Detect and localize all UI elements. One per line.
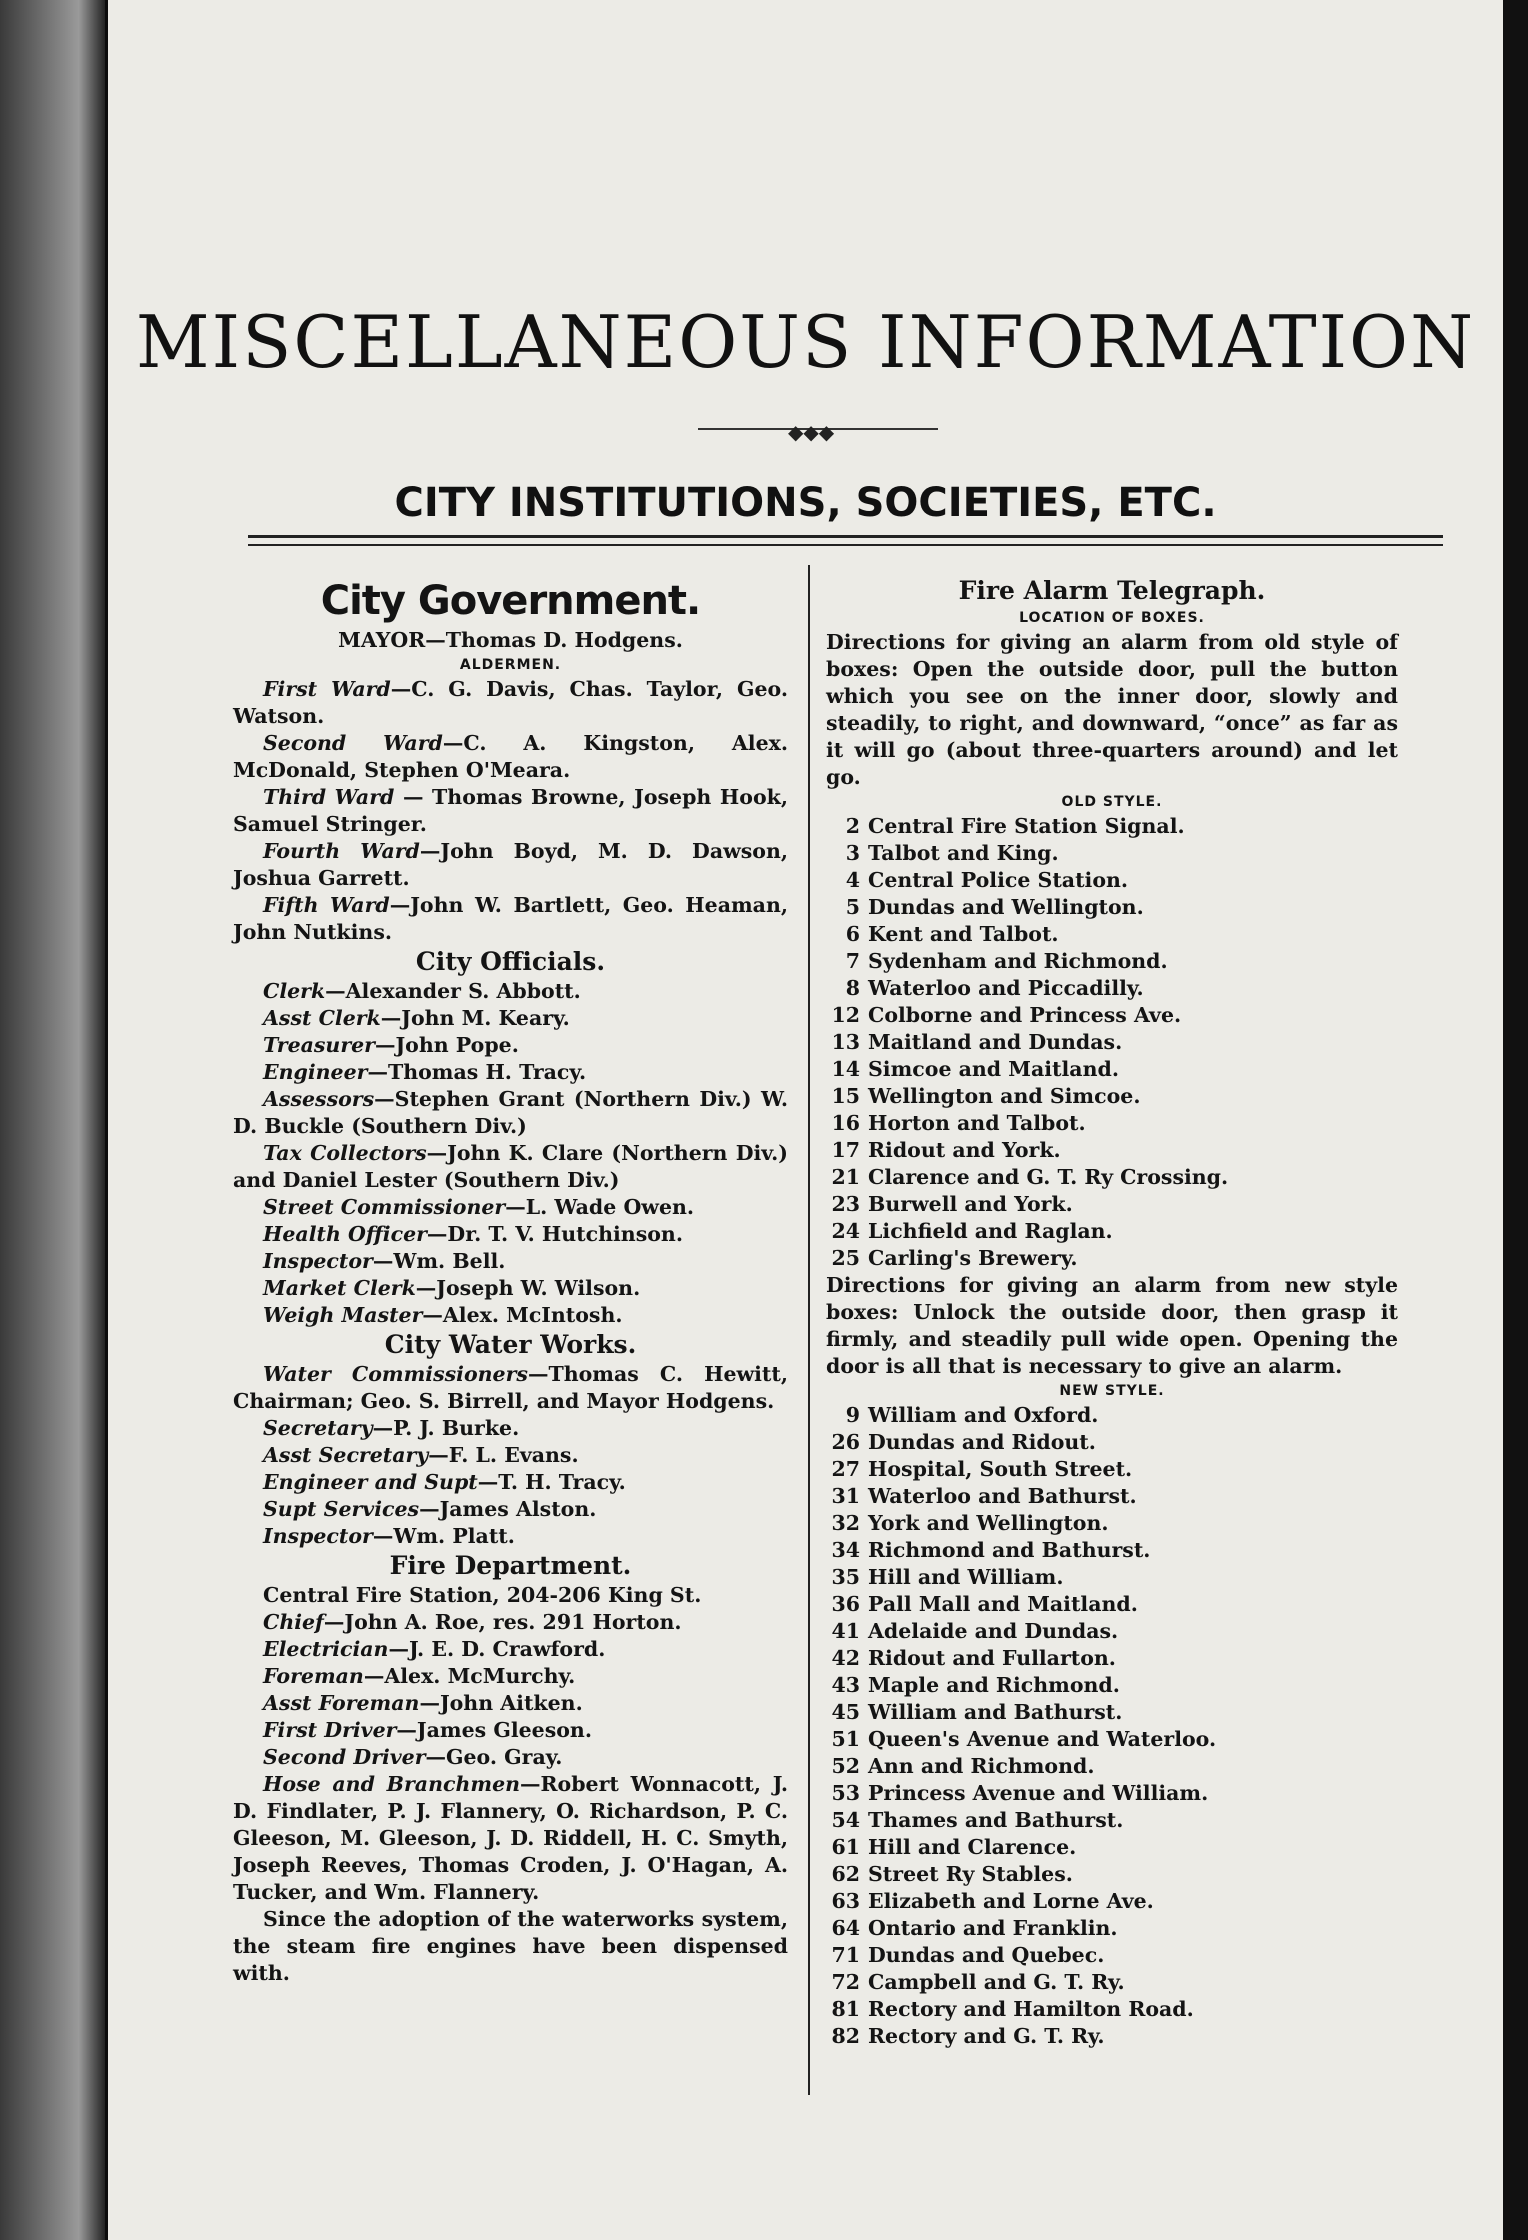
ward-list [233, 676, 788, 946]
ward-label: Fifth Ward [263, 893, 390, 917]
fire-dept-name: —Geo. Gray. [425, 1745, 563, 1769]
official-entry [233, 1140, 788, 1194]
water-works-entry [233, 1415, 788, 1442]
fire-dept-entry [233, 1609, 788, 1636]
alarm-box-location: Ridout and York. [868, 1138, 1061, 1162]
alarm-box-entry [826, 921, 1398, 948]
water-works-entry [233, 1496, 788, 1523]
aldermen-heading: ALDERMEN. [459, 657, 562, 673]
alarm-box-entry [826, 1083, 1398, 1110]
official-title: Clerk [263, 979, 326, 1003]
alarm-box-number: 72 [831, 1970, 860, 1994]
official-title: Engineer [263, 1060, 368, 1084]
alarm-box-entry [826, 1618, 1398, 1645]
official-title: Weigh Master [263, 1303, 423, 1327]
fire-dept-name: —Alex. McMurchy. [363, 1664, 576, 1688]
alarm-box-location: Ann and Richmond. [868, 1754, 1095, 1778]
ward-label: Second Ward [263, 731, 443, 755]
water-works-name: —P. J. Burke. [372, 1416, 520, 1440]
alarm-box-entry [826, 1483, 1398, 1510]
ward-members: —C. A. Kingston, Alex. McDonald, Stephen O'Meara. [233, 731, 788, 782]
left-column [233, 575, 788, 1987]
water-works-title: Water Commissioners [263, 1362, 528, 1386]
water-works-entry [233, 1523, 788, 1550]
alarm-box-entry [826, 975, 1398, 1002]
water-works-title: Asst Secretary [263, 1443, 429, 1467]
alarm-box-location: Sydenham and Richmond. [868, 949, 1168, 973]
official-title: Tax Collectors [263, 1141, 427, 1165]
old-style-directions: Directions for giving an alarm from old style of boxes: Open the outside door, pull the button which you see on the inner door, slowly and steadily, to right, and downward, “once” as far as it will go (about three-quarters around) and let go. [826, 630, 1398, 789]
alarm-box-number: 9 [845, 1403, 860, 1427]
alarm-box-number: 24 [831, 1219, 860, 1243]
scan-left-margin [0, 0, 105, 2240]
alarm-box-location: Waterloo and Bathurst. [868, 1484, 1137, 1508]
alarm-box-number: 23 [831, 1192, 860, 1216]
ward-entry [233, 676, 788, 730]
alarm-box-number: 27 [831, 1457, 860, 1481]
official-entry [233, 1059, 788, 1086]
fire-dept-entry [233, 1663, 788, 1690]
alarm-box-location: Simcoe and Maitland. [868, 1057, 1119, 1081]
alarm-box-location: Central Police Station. [868, 868, 1129, 892]
official-title: Market Clerk [263, 1276, 416, 1300]
official-name: —John K. Clare (Northern Div.) and Daniel Lester (Southern Div.) [233, 1141, 788, 1192]
fire-dept-title: Second Driver [263, 1745, 426, 1769]
water-works-list [233, 1361, 788, 1550]
alarm-box-number: 2 [845, 814, 860, 838]
alarm-box-location: Queen's Avenue and Waterloo. [868, 1727, 1217, 1751]
fire-dept-entry [233, 1636, 788, 1663]
alarm-box-number: 64 [831, 1916, 860, 1940]
alarm-box-number: 25 [831, 1246, 860, 1270]
old-style-heading: OLD STYLE. [1061, 794, 1163, 810]
alarm-box-location: William and Bathurst. [868, 1700, 1123, 1724]
scan-right-margin [1503, 0, 1528, 2240]
alarm-box-location: Maple and Richmond. [868, 1673, 1120, 1697]
alarm-box-location: Dundas and Ridout. [868, 1430, 1096, 1454]
alarm-box-entry [826, 1056, 1398, 1083]
fire-dept-name: —J. E. D. Crawford. [388, 1637, 606, 1661]
fire-dept-name: —James Gleeson. [396, 1718, 592, 1742]
alarm-box-entry [826, 1942, 1398, 1969]
fire-dept-entry [233, 1690, 788, 1717]
alarm-box-entry [826, 1564, 1398, 1591]
alarm-box-location: Lichfield and Raglan. [868, 1219, 1113, 1243]
ward-entry [233, 784, 788, 838]
fire-dept-title: Hose and Branchmen [263, 1772, 521, 1796]
alarm-box-entry [826, 1191, 1398, 1218]
steam-engines-note: Since the adoption of the waterworks system, the steam fire engines have been dispensed with. [233, 1907, 788, 1985]
alarm-box-location: Campbell and G. T. Ry. [868, 1970, 1125, 1994]
section-heading-city-officials: City Officials. [415, 947, 606, 976]
fire-dept-title: Chief [263, 1610, 324, 1634]
fire-station-address: Central Fire Station, 204-206 King St. [263, 1583, 702, 1607]
official-entry [233, 1086, 788, 1140]
fire-dept-title: Electrician [263, 1637, 389, 1661]
alarm-box-number: 13 [831, 1030, 860, 1054]
alarm-box-number: 7 [845, 949, 860, 973]
alarm-box-number: 4 [845, 868, 860, 892]
fire-dept-entry [233, 1771, 788, 1906]
alarm-box-number: 36 [831, 1592, 860, 1616]
alarm-box-entry [826, 1888, 1398, 1915]
new-style-box-list [826, 1402, 1398, 2050]
water-works-title: Supt Services [263, 1497, 420, 1521]
alarm-box-location: Richmond and Bathurst. [868, 1538, 1151, 1562]
alarm-box-entry [826, 1807, 1398, 1834]
alarm-box-location: Rectory and G. T. Ry. [868, 2024, 1105, 2048]
alarm-box-location: Dundas and Quebec. [868, 1943, 1105, 1967]
ward-label: Third Ward [263, 785, 395, 809]
fire-dept-title: Foreman [263, 1664, 364, 1688]
ward-entry [233, 838, 788, 892]
alarm-box-number: 53 [831, 1781, 860, 1805]
water-works-title: Engineer and Supt [263, 1470, 478, 1494]
alarm-box-entry [826, 1537, 1398, 1564]
alarm-box-entry [826, 1110, 1398, 1137]
water-works-name: —T. H. Tracy. [477, 1470, 626, 1494]
alarm-box-entry [826, 813, 1398, 840]
alarm-box-entry [826, 1780, 1398, 1807]
water-works-entry [233, 1361, 788, 1415]
official-name: —Wm. Bell. [372, 1249, 506, 1273]
ward-members: —John Boyd, M. D. Dawson, Joshua Garrett. [233, 839, 789, 890]
document-page [108, 0, 1503, 2240]
official-title: Street Commissioner [263, 1195, 506, 1219]
official-title: Treasurer [263, 1033, 375, 1057]
fire-dept-name: —John A. Roe, res. 291 Horton. [323, 1610, 682, 1634]
alarm-box-location: Street Ry Stables. [868, 1862, 1073, 1886]
fire-dept-entry [233, 1717, 788, 1744]
alarm-box-entry [826, 1672, 1398, 1699]
official-name: —Dr. T. V. Hutchinson. [426, 1222, 683, 1246]
alarm-box-number: 52 [831, 1754, 860, 1778]
alarm-box-number: 21 [831, 1165, 860, 1189]
official-name: —Stephen Grant (Northern Div.) W. D. Buckle (Southern Div.) [233, 1087, 788, 1138]
alarm-box-entry [826, 948, 1398, 975]
water-works-name: —F. L. Evans. [428, 1443, 579, 1467]
alarm-box-number: 42 [831, 1646, 860, 1670]
official-name: —Joseph W. Wilson. [415, 1276, 641, 1300]
alarm-box-number: 3 [845, 841, 860, 865]
fire-dept-entry [233, 1744, 788, 1771]
section-heading-city-government: City Government. [320, 578, 701, 624]
alarm-box-entry [826, 840, 1398, 867]
water-works-entry [233, 1442, 788, 1469]
location-of-boxes-heading: LOCATION OF BOXES. [1019, 610, 1205, 626]
new-style-heading: NEW STYLE. [1059, 1383, 1165, 1399]
alarm-box-number: 54 [831, 1808, 860, 1832]
water-works-name: —Wm. Platt. [372, 1524, 515, 1548]
alarm-box-number: 15 [831, 1084, 860, 1108]
alarm-box-number: 45 [831, 1700, 860, 1724]
official-name: —Alex. McIntosh. [422, 1303, 623, 1327]
official-name: —John M. Keary. [380, 1006, 570, 1030]
alarm-box-entry [826, 1834, 1398, 1861]
fire-dept-title: Asst Foreman [263, 1691, 420, 1715]
old-style-box-list [826, 813, 1398, 1272]
officials-list [233, 978, 788, 1329]
right-column [826, 575, 1398, 2050]
official-title: Asst Clerk [263, 1006, 381, 1030]
fire-department-list [233, 1609, 788, 1906]
alarm-box-location: Waterloo and Piccadilly. [868, 976, 1144, 1000]
alarm-box-number: 17 [831, 1138, 860, 1162]
alarm-box-location: Rectory and Hamilton Road. [868, 1997, 1194, 2021]
alarm-box-location: Colborne and Princess Ave. [868, 1003, 1182, 1027]
ward-members: —John W. Bartlett, Geo. Heaman, John Nutkins. [233, 893, 788, 944]
alarm-box-number: 16 [831, 1111, 860, 1135]
alarm-box-location: Carling's Brewery. [868, 1246, 1078, 1270]
alarm-box-location: Talbot and King. [868, 841, 1059, 865]
alarm-box-number: 31 [831, 1484, 860, 1508]
official-name: —L. Wade Owen. [505, 1195, 695, 1219]
column-divider [808, 565, 810, 2095]
official-name: —Thomas H. Tracy. [367, 1060, 587, 1084]
fire-dept-title: First Driver [263, 1718, 397, 1742]
alarm-box-number: 12 [831, 1003, 860, 1027]
alarm-box-location: Maitland and Dundas. [868, 1030, 1123, 1054]
ward-entry [233, 892, 788, 946]
page-title: MISCELLANEOUS INFORMATION [135, 300, 1476, 384]
alarm-box-location: Central Fire Station Signal. [868, 814, 1185, 838]
alarm-box-number: 26 [831, 1430, 860, 1454]
official-title: Health Officer [263, 1222, 427, 1246]
alarm-box-location: Hospital, South Street. [868, 1457, 1133, 1481]
alarm-box-entry [826, 1915, 1398, 1942]
ward-members: —C. G. Davis, Chas. Taylor, Geo. Watson. [233, 677, 788, 728]
alarm-box-entry [826, 1726, 1398, 1753]
official-entry [233, 1221, 788, 1248]
alarm-box-location: Wellington and Simcoe. [868, 1084, 1141, 1108]
alarm-box-entry [826, 1996, 1398, 2023]
alarm-box-entry [826, 1591, 1398, 1618]
section-heading-water-works: City Water Works. [384, 1330, 637, 1359]
official-entry [233, 978, 788, 1005]
alarm-box-entry [826, 1861, 1398, 1888]
alarm-box-location: Ontario and Franklin. [868, 1916, 1118, 1940]
alarm-box-number: 62 [831, 1862, 860, 1886]
alarm-box-number: 5 [845, 895, 860, 919]
official-name: —John Pope. [374, 1033, 519, 1057]
alarm-box-number: 6 [845, 922, 860, 946]
new-style-directions: Directions for giving an alarm from new style boxes: Unlock the outside door, then grasp it firmly, and steadily pull wide open. Opening the door is all that is necessary to give an alarm. [826, 1273, 1398, 1378]
alarm-box-location: Elizabeth and Lorne Ave. [868, 1889, 1154, 1913]
alarm-box-number: 63 [831, 1889, 860, 1913]
alarm-box-location: Hill and Clarence. [868, 1835, 1077, 1859]
official-entry [233, 1248, 788, 1275]
alarm-box-entry [826, 2023, 1398, 2050]
alarm-box-entry [826, 1245, 1398, 1272]
alarm-box-number: 35 [831, 1565, 860, 1589]
alarm-box-entry [826, 867, 1398, 894]
official-entry [233, 1194, 788, 1221]
alarm-box-entry [826, 1699, 1398, 1726]
alarm-box-entry [826, 1753, 1398, 1780]
alarm-box-number: 8 [845, 976, 860, 1000]
alarm-box-location: William and Oxford. [868, 1403, 1099, 1427]
ward-label: Fourth Ward [263, 839, 420, 863]
alarm-box-number: 41 [831, 1619, 860, 1643]
alarm-box-number: 34 [831, 1538, 860, 1562]
alarm-box-location: Kent and Talbot. [868, 922, 1059, 946]
alarm-box-number: 43 [831, 1673, 860, 1697]
official-title: Assessors [263, 1087, 375, 1111]
alarm-box-entry [826, 1456, 1398, 1483]
section-heading-fire-department: Fire Department. [389, 1551, 632, 1580]
water-works-entry [233, 1469, 788, 1496]
alarm-box-entry [826, 1164, 1398, 1191]
alarm-box-number: 51 [831, 1727, 860, 1751]
alarm-box-entry [826, 894, 1398, 921]
section-heading-fire-alarm-telegraph: Fire Alarm Telegraph. [958, 576, 1266, 605]
header-rule [248, 535, 1443, 546]
title-ornament-icon: ◆◆◆ [788, 420, 835, 444]
alarm-box-number: 14 [831, 1057, 860, 1081]
alarm-box-location: York and Wellington. [868, 1511, 1109, 1535]
alarm-box-location: Adelaide and Dundas. [868, 1619, 1119, 1643]
water-works-title: Secretary [263, 1416, 373, 1440]
alarm-box-location: Clarence and G. T. Ry Crossing. [868, 1165, 1229, 1189]
alarm-box-location: Pall Mall and Maitland. [868, 1592, 1138, 1616]
ward-members: — Thomas Browne, Joseph Hook, Samuel Stringer. [233, 785, 788, 836]
alarm-box-location: Ridout and Fullarton. [868, 1646, 1116, 1670]
ward-entry [233, 730, 788, 784]
official-entry [233, 1005, 788, 1032]
mayor-line: MAYOR—Thomas D. Hodgens. [338, 628, 683, 652]
fire-dept-name: —John Aitken. [419, 1691, 583, 1715]
alarm-box-entry [826, 1218, 1398, 1245]
alarm-box-location: Hill and William. [868, 1565, 1064, 1589]
alarm-box-location: Princess Avenue and William. [868, 1781, 1209, 1805]
alarm-box-entry [826, 1137, 1398, 1164]
page-subtitle: CITY INSTITUTIONS, SOCIETIES, ETC. [394, 480, 1217, 526]
official-name: —Alexander S. Abbott. [325, 979, 581, 1003]
alarm-box-entry [826, 1002, 1398, 1029]
alarm-box-location: Thames and Bathurst. [868, 1808, 1124, 1832]
alarm-box-location: Horton and Talbot. [868, 1111, 1086, 1135]
fire-dept-name: —Robert Wonnacott, J. D. Findlater, P. J. Flannery, O. Richardson, P. C. Gleeson, M. Gleeson, J. D. Riddell, H. C. Smyth, Joseph Reeves, Thomas Croden, J. O'Hagan, A. Tucker, and Wm. Flannery. [233, 1772, 788, 1904]
official-entry [233, 1275, 788, 1302]
alarm-box-entry [826, 1029, 1398, 1056]
alarm-box-number: 32 [831, 1511, 860, 1535]
alarm-box-location: Burwell and York. [868, 1192, 1073, 1216]
alarm-box-number: 71 [831, 1943, 860, 1967]
official-entry [233, 1032, 788, 1059]
alarm-box-number: 61 [831, 1835, 860, 1859]
alarm-box-entry [826, 1645, 1398, 1672]
water-works-name: —James Alston. [419, 1497, 597, 1521]
alarm-box-entry [826, 1429, 1398, 1456]
alarm-box-entry [826, 1969, 1398, 1996]
water-works-name: —Thomas C. Hewitt, Chairman; Geo. S. Birrell, and Mayor Hodgens. [233, 1362, 789, 1413]
alarm-box-number: 81 [831, 1997, 860, 2021]
alarm-box-number: 82 [831, 2024, 860, 2048]
ward-label: First Ward [263, 677, 391, 701]
alarm-box-entry [826, 1510, 1398, 1537]
alarm-box-entry [826, 1402, 1398, 1429]
official-title: Inspector [263, 1249, 373, 1273]
alarm-box-location: Dundas and Wellington. [868, 895, 1144, 919]
official-entry [233, 1302, 788, 1329]
water-works-title: Inspector [263, 1524, 373, 1548]
